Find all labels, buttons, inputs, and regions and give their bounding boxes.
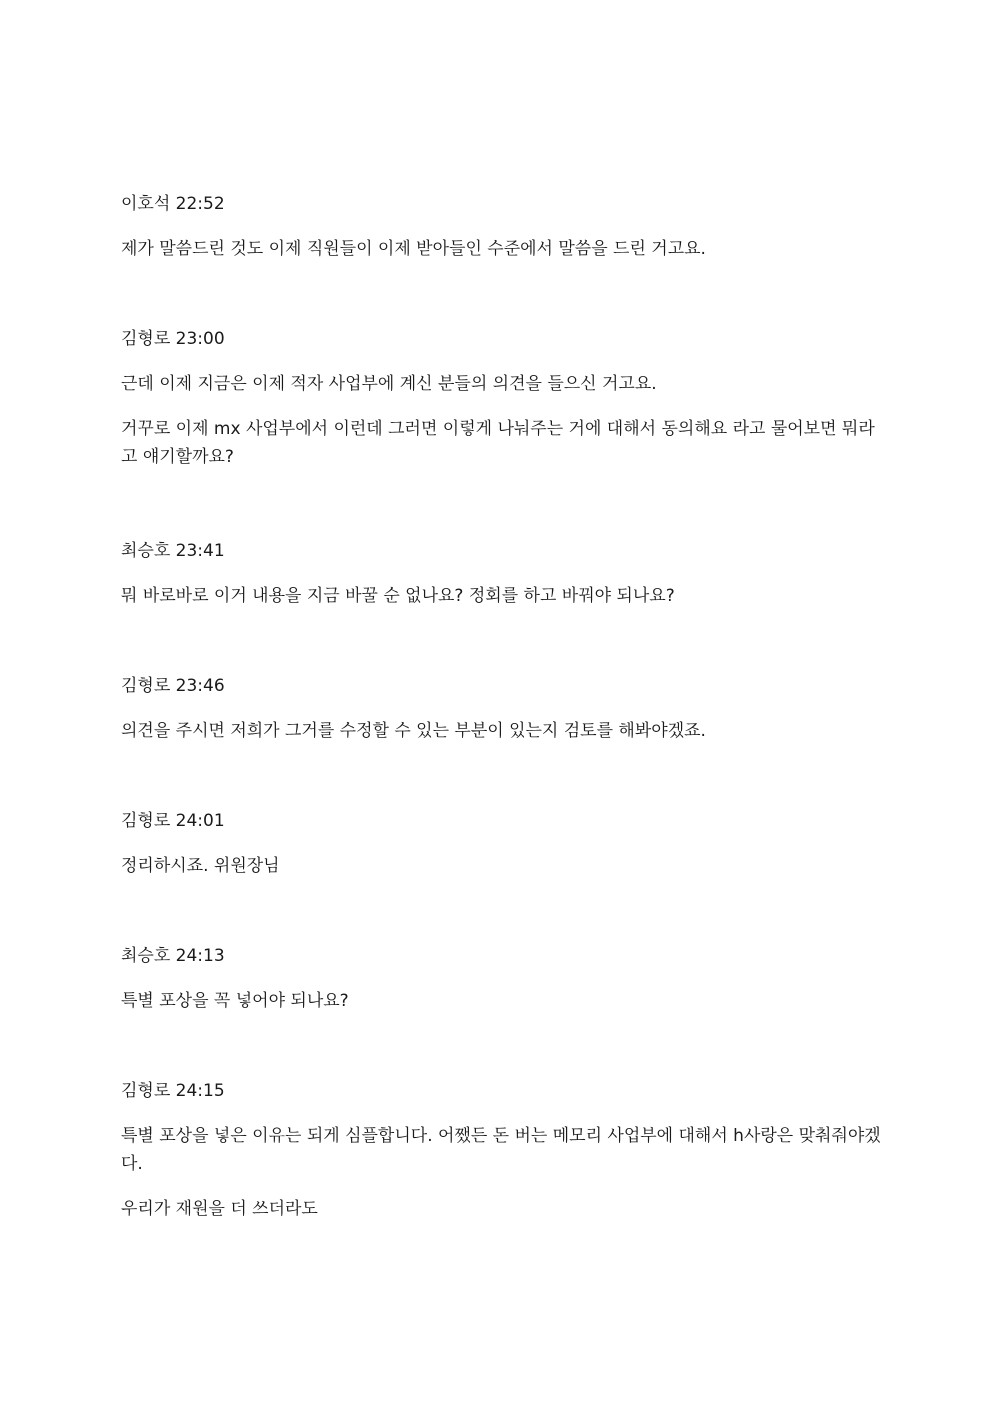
speaker-timestamp: 최승호 24:13: [121, 946, 225, 966]
speaker-timestamp: 이호석 22:52: [121, 194, 225, 214]
transcript-entry: [121, 193, 881, 263]
speaker-timestamp: 김형로 24:01: [121, 811, 225, 831]
utterance-text: 특별 포상을 꼭 넣어야 되나요?: [121, 991, 349, 1011]
utterance-text: 우리가 재원을 더 쓰더라도: [121, 1199, 318, 1219]
utterance-text: 뭐 바로바로 이거 내용을 지금 바꿀 순 없나요? 정회를 하고 바꿔야 되나요?: [121, 586, 675, 606]
utterance-text: 특별 포상을 넣은 이유는 되게 심플합니다. 어쨌든 돈 버는 메모리 사업부에 대해서 h사랑은 맞춰줘야겠다.: [121, 1126, 881, 1174]
utterance-text: 거꾸로 이제 mx 사업부에서 이런데 그러면 이렇게 나눠주는 거에 대해서 동의해요 라고 물어보면 뭐라고 얘기할까요?: [121, 419, 875, 467]
utterance-text: 근데 이제 지금은 이제 적자 사업부에 계신 분들의 의견을 들으신 거고요.: [121, 374, 657, 394]
transcript-entry: [121, 675, 881, 745]
utterance-text: 의견을 주시면 저희가 그거를 수정할 수 있는 부분이 있는지 검토를 해봐야겠죠.: [121, 721, 706, 741]
speaker-timestamp: 최승호 23:41: [121, 541, 225, 561]
speaker-timestamp: 김형로 23:00: [121, 329, 225, 349]
transcript-entry: [121, 328, 881, 471]
transcript-entry: [121, 945, 881, 1015]
speaker-timestamp: 김형로 24:15: [121, 1081, 225, 1101]
transcript-entry: [121, 1080, 881, 1223]
transcript-entry: [121, 810, 881, 880]
transcript-entry: [121, 540, 881, 610]
speaker-timestamp: 김형로 23:46: [121, 676, 225, 696]
utterance-text: 제가 말씀드린 것도 이제 직원들이 이제 받아들인 수준에서 말씀을 드린 거고요.: [121, 239, 706, 259]
utterance-text: 정리하시죠. 위원장님: [121, 856, 280, 876]
